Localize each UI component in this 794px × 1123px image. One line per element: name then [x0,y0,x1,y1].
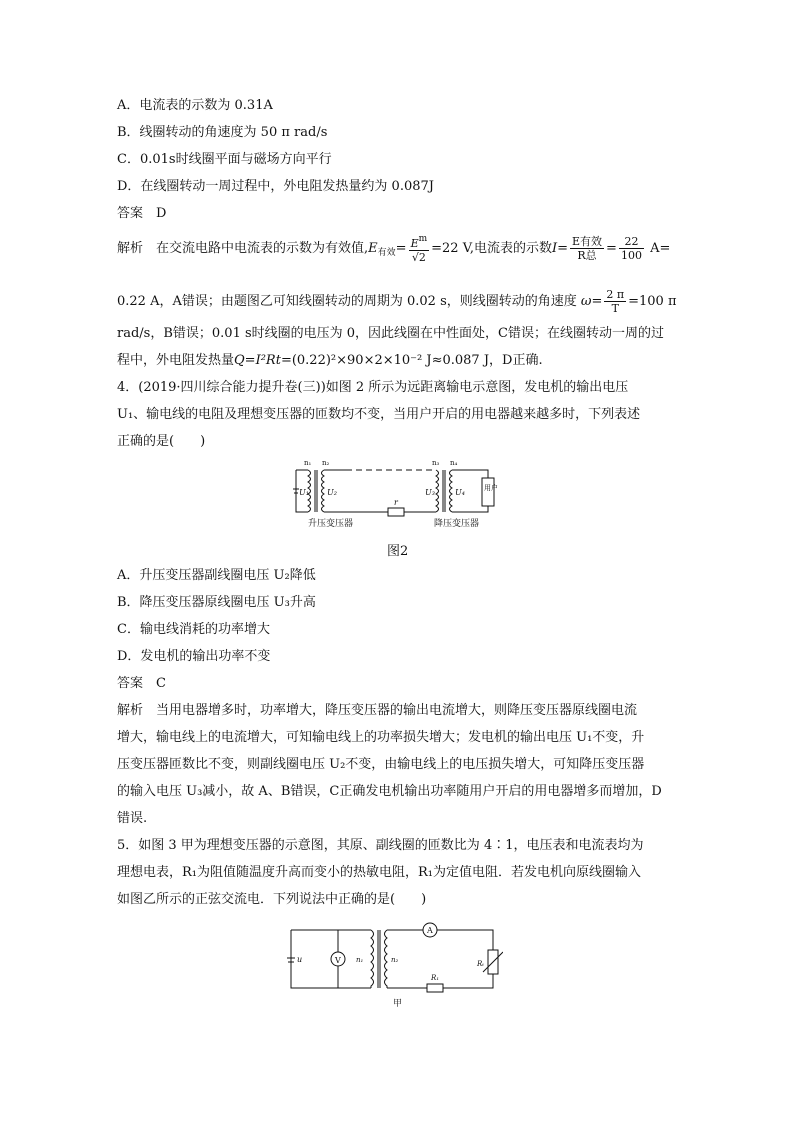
q4-option-a: A．升压变压器副线圈电压 U₂降低 [117,568,316,583]
q5-fig-voltmeter-label: V [335,956,341,965]
q3-sol4-text-b: =(0.22)²×90×2×10⁻² J≈0.087 J，D正确. [280,353,543,368]
q4-fig-label-down: 降压变压器 [434,519,480,529]
q3-sol2-text-b: =100 π [628,294,677,309]
q3-sol2-text-a: 0.22 A，A错误；由题图乙可知线圈转动的周期为 0.02 s，则线圈转动的角速度 [117,294,577,309]
q5-figure-caption: 甲 [393,999,403,1009]
q5-stem-line-3: 如图乙所示的正弦交流电．下列说法中正确的是( ) [117,892,427,907]
q3-sol4-text-a: 程中，外电阻发热量 [117,353,235,368]
q3-sol-frac-i [570,235,604,262]
q3-option-a: A．电流表的示数为 0.31A [117,98,273,113]
q4-solution-line-5: 错误. [117,811,148,826]
q4-fig-n2: n₂ [322,459,330,467]
q5-fig-r1: R₁ [431,974,440,982]
q4-fig-u2: U₂ [327,488,337,497]
q4-stem-line-2: U₁、输电线的电阻及理想变压器的匝数均不变，当用户开启的用电器越来越多时，下列表述 [117,407,641,422]
q3-sol-frac3-den: 100 [620,249,642,262]
q3-solution-line-1: 解析 在交流电路中电流表的示数为有效值$,E_{有效}=$ $\frac{E^m}{√2}$ =22 V,电流表的示数I= $\frac{\text{E有效}}{\text{R总}}$ = $\frac{22}{100}$ A= [117,234,671,264]
q3-sol-frac1-num: E [410,237,419,250]
q5-fig-n2: n₂ [391,956,399,964]
q4-stem-line-3: 正确的是( ) [117,434,206,449]
q3-sol-frac-em [409,233,430,264]
q4-solution-line-3: 压变压器匝数比不变，则副线圈电压 U₂不变，由输电线上的电压损失增大，可知降压变压器 [117,757,645,772]
q3-sol-E-sub: 有效 [377,248,396,258]
q3-option-d: D．在线圈转动一周过程中，外电阻发热量约为 0.087J [117,179,434,194]
q4-option-b: B．降压变压器原线圈电压 U₃升高 [117,595,316,610]
q5-stem-line-1: 5．如图 3 甲为理想变压器的示意图，其原、副线圈的匝数比为 4∶1，电压表和电流表均为 [117,838,644,853]
q4-fig-n4: n₄ [450,459,458,467]
q3-sol-frac1-den: √2 [411,251,426,264]
q4-fig-label-up: 升压变压器 [308,519,354,529]
q4-figure-caption: 图2 [387,544,409,559]
q3-sol2-frac [604,288,626,315]
q4-fig-u4: U₄ [455,488,465,497]
q3-sol-frac2-num: E有效 [572,235,603,248]
q3-sol-frac2-den: R总 [577,249,597,262]
q3-sol-text-c: A= [650,241,671,256]
q4-stem-line-1: 4．(2019·四川综合能力提升卷(三))如图 2 所示为远距离输电示意图，发电机的输出电压 [117,380,629,395]
q3-option-b: B．线圈转动的角速度为 50 π rad/s [117,125,328,140]
q3-sol-text-a: 解析 在交流电路中电流表的示数为有效值, [117,241,369,256]
q3-sol2-omega: ω= [580,294,603,309]
q3-sol-frac3-num: 22 [619,235,644,249]
q4-fig-u1: U₁ [299,488,309,497]
q4-fig-n1: n₁ [304,459,312,467]
q3-sol-I: I [551,241,558,256]
q4-fig-r: r [394,498,398,507]
q3-sol-E: E [368,241,378,256]
q3-answer: 答案 D [117,206,167,221]
q3-sol2-frac-den: T [611,302,619,315]
q5-fig-n1: n₁ [356,956,364,964]
q4-solution-line-1: 解析 当用电器增多时，功率增大，降压变压器的输出电流增大，则降压变压器原线圈电流 [117,703,638,718]
q5-transformer-diagram [283,918,503,1010]
q4-solution-line-4: 的输入电压 U₃减小，故 A、B错误，C正确发电机输出功率随用户开启的用电器增多而增加，D [117,784,662,799]
q3-sol4-q: Q=I²Rt [234,353,281,368]
q3-solution-line-3: rad/s，B错误；0.01 s时线圈的电压为 0，因此线圈在中性面处，C错误；在线圈转动一周的过 [117,326,664,341]
q3-sol2-frac-num: 2 π [606,288,625,301]
q5-stem-line-2: 理想电表，R₁为阻值随温度升高而变小的热敏电阻，R₁为定值电阻．若发电机向原线圈输入 [117,865,641,880]
q3-sol-eq: = [395,241,407,256]
q3-solution-line-4 [117,352,543,370]
q4-answer: 答案 C [117,676,166,691]
q5-fig-ammeter-label: A [427,926,433,935]
q4-fig-n3: n₃ [432,459,440,467]
q4-fig-user: 用户 [484,484,498,492]
q3-option-c: C．0.01s时线圈平面与磁场方向平行 [117,152,332,167]
q3-sol-frac1-sup: m [418,234,428,244]
q4-option-d: D．发电机的输出功率不变 [117,649,271,664]
q3-solution-line-2 [117,285,677,319]
q3-sol-text-b: =22 V,电流表的示数 [431,241,552,256]
q4-fig-u3: U₃ [425,488,435,497]
q4-solution-line-2: 增大，输电线上的电流增大，可知输电线上的功率损失增大；发电机的输出电压 U₁不变，升 [117,730,645,745]
q5-fig-rt: Rₜ [477,960,484,968]
q4-option-c: C．输电线消耗的功率增大 [117,622,270,637]
q3-sol-frac-value [619,235,644,262]
q4-transmission-diagram [288,456,503,536]
q5-fig-u: u [297,955,303,964]
